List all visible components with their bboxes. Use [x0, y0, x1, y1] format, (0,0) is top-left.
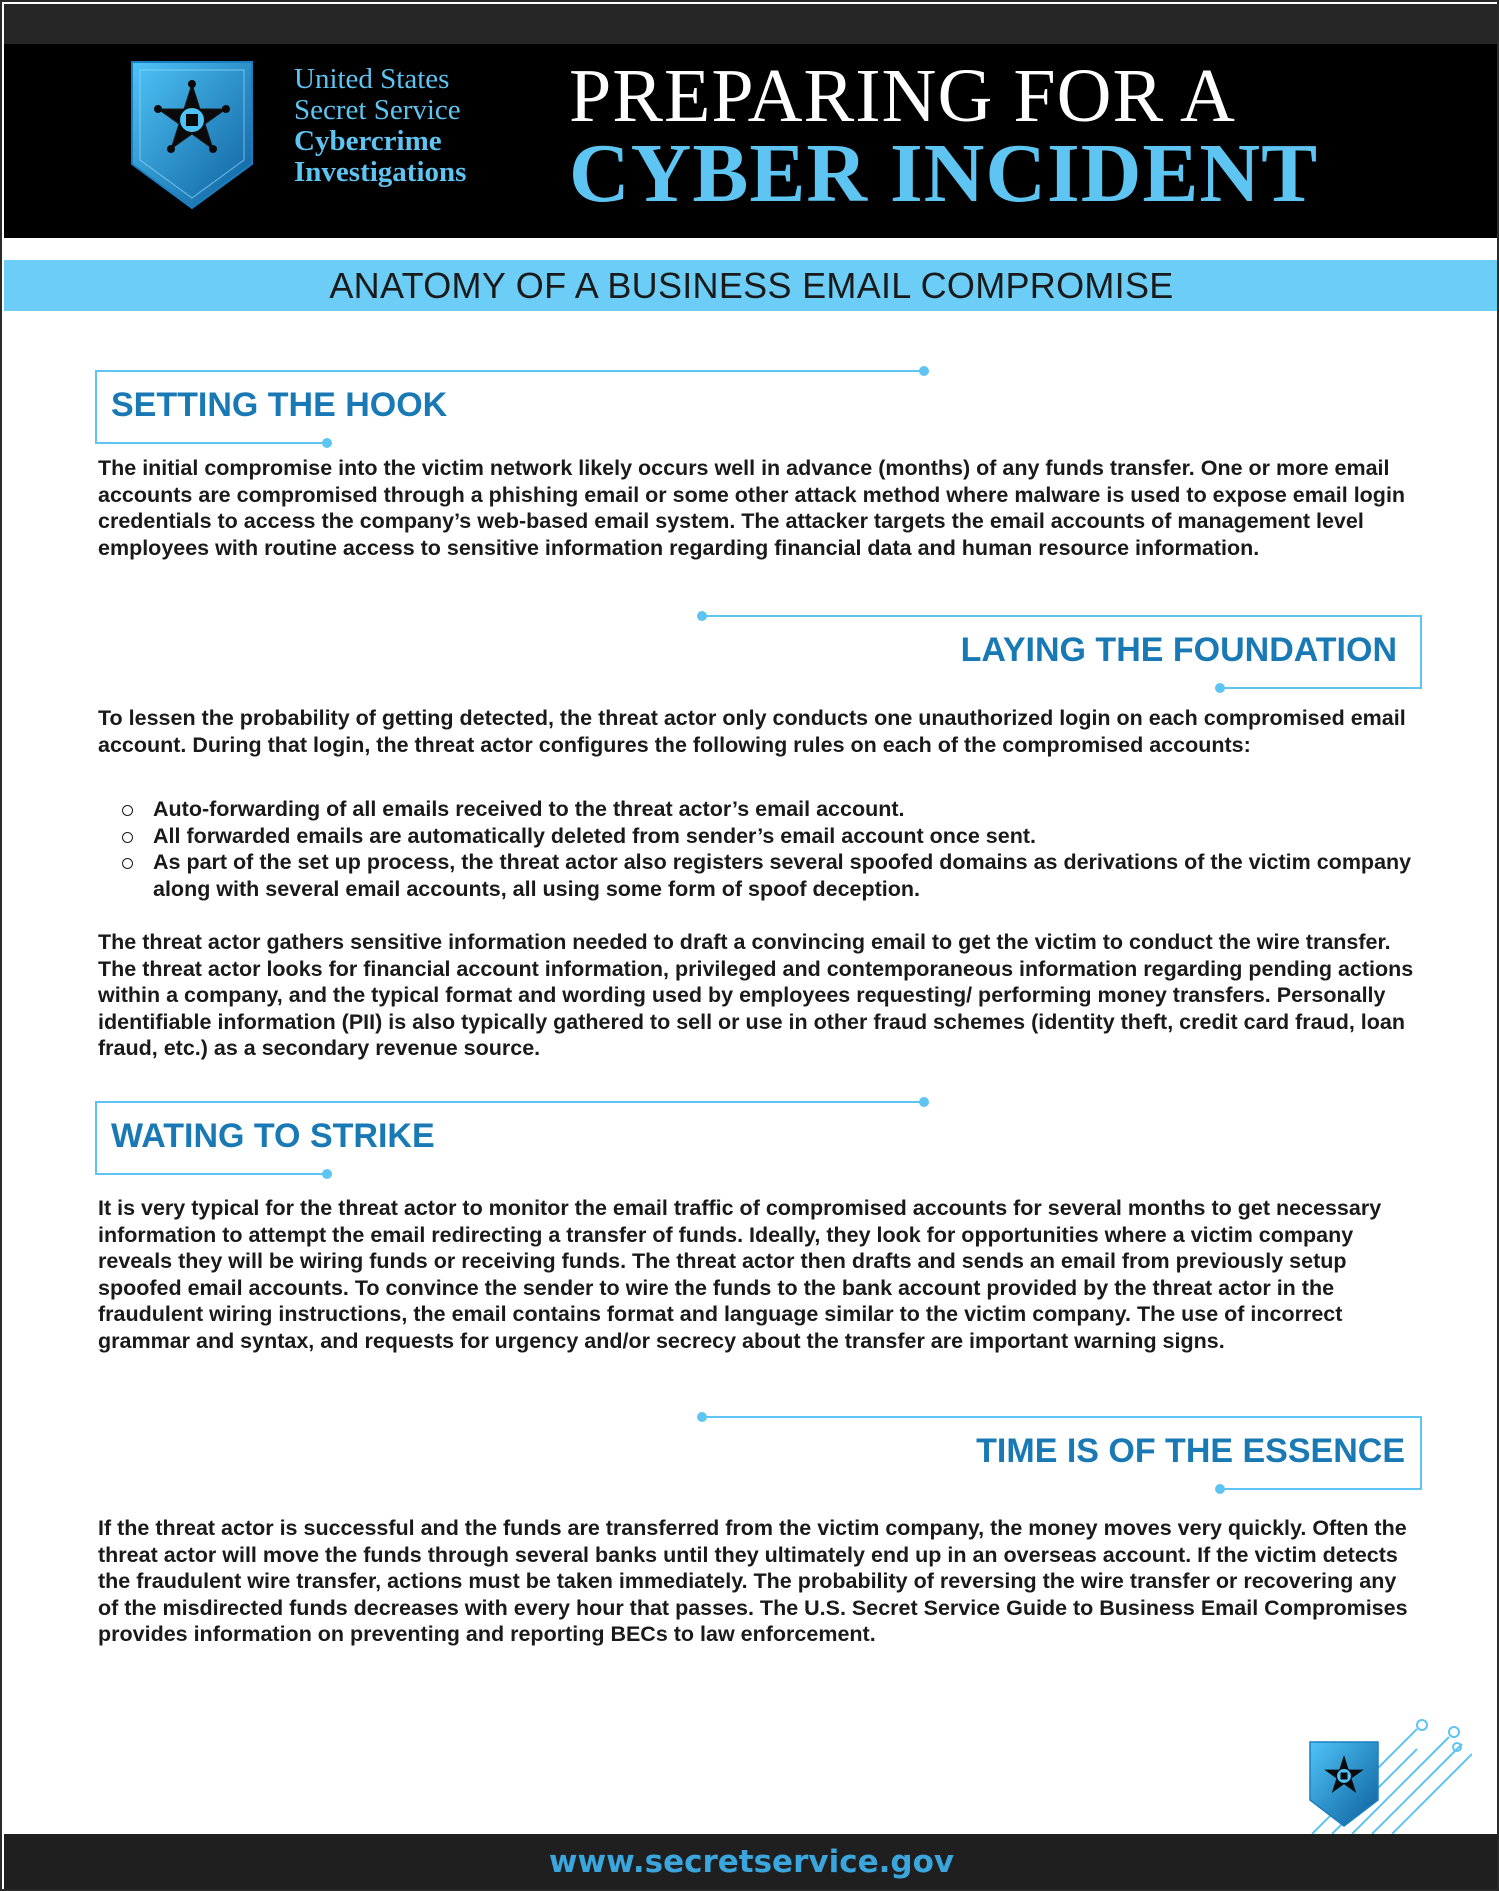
- header: [4, 4, 1499, 238]
- section-4-bottom-dot: [1215, 1484, 1225, 1494]
- agency-line-2: Secret Service: [294, 94, 461, 126]
- section-1-bottom-dot: [322, 438, 332, 448]
- section-4-connector-line: [702, 1416, 1422, 1418]
- agency-name: [294, 64, 534, 188]
- section-1-connector-line: [188, 370, 924, 372]
- agency-line-3: Cybercrime: [294, 125, 442, 157]
- section-3-connector-dot: [919, 1097, 929, 1107]
- section-2-body-2: The threat actor gathers sensitive information needed to draft a convincing email to get the victim to conduct the wire transfer. The threat actor looks for financial account information, privileged and contemporaneous information regarding pending actions within a company, and the typical format and wording used by employees requesting/ performing money transfers. Personally identifiable information (PII) is also typically gathered to sell or use in other fraud schemes (identity theft, credit card fraud, loan fraud, etc.) as a secondary revenue source.: [98, 930, 1414, 1061]
- section-3-bottom-dot: [322, 1169, 332, 1179]
- subtitle-banner: [4, 260, 1499, 311]
- section-4-bottom-line: [1220, 1488, 1422, 1490]
- list-item: As part of the set up process, the threat actor also registers several spoofed domains as derivations of the victim company along with several email accounts, all using some form of spoof deception.: [122, 849, 1422, 902]
- section-3-connector-line: [188, 1101, 924, 1103]
- page-title-line-2: CYBER INCIDENT: [569, 127, 1319, 220]
- list-item: Auto-forwarding of all emails received to the threat actor’s email account.: [122, 796, 1422, 823]
- section-3-bottom-line: [95, 1173, 327, 1175]
- agency-line-4: Investigations: [294, 156, 467, 188]
- subtitle-text: ANATOMY OF A BUSINESS EMAIL COMPROMISE: [329, 265, 1174, 306]
- section-2-body: To lessen the probability of getting detected, the threat actor only conducts one unauthorized login on each compromised email account. During that login, the threat actor configures the following rules on each of the compromised accounts:: [98, 706, 1406, 757]
- section-2-bottom-dot: [1215, 683, 1225, 693]
- agency-line-1: United States: [294, 63, 450, 95]
- footer: [4, 1834, 1499, 1891]
- page-title-line-1: PREPARING FOR A: [569, 54, 1236, 138]
- section-4-heading: TIME IS OF THE ESSENCE: [976, 1432, 1405, 1470]
- section-2-rule-list: [122, 796, 1422, 902]
- website-link[interactable]: www.secretservice.gov: [548, 1844, 955, 1880]
- section-4-body: If the threat actor is successful and the funds are transferred from the victim company, the money moves very quickly. Often the threat actor will move the funds through several banks until they ultimately end up in an overseas account. If the victim detects the fraudulent wire transfer, actions must be taken immediately. The probability of reversing the wire transfer or recovering any of the misdirected funds decreases with every hour that passes. The U.S. Secret Service Guide to Business Email Compromises provides information on preventing and reporting BECs to law enforcement.: [98, 1516, 1408, 1647]
- header-top-strip: [4, 4, 1499, 44]
- section-2-heading: LAYING THE FOUNDATION: [960, 631, 1397, 669]
- section-1-bottom-line: [95, 442, 327, 444]
- section-2-bottom-line: [1220, 687, 1422, 689]
- secret-service-star-badge-icon: [130, 60, 254, 210]
- bullet-circle-icon: [122, 858, 133, 869]
- list-item: All forwarded emails are automatically deleted from sender’s email account once sent.: [122, 823, 1422, 850]
- section-3-heading: WATING TO STRIKE: [111, 1117, 435, 1155]
- section-1-heading: SETTING THE HOOK: [111, 386, 448, 424]
- bullet-circle-icon: [122, 805, 133, 816]
- section-1-connector-dot: [919, 366, 929, 376]
- section-3-body: It is very typical for the threat actor to monitor the email traffic of compromised accounts for several months to get necessary information to attempt the email redirecting a transfer of funds. Ideally, they look for opportunities where a victim company reveals they will be wiring funds or receiving funds. The threat actor then drafts and sends an email from previously setup spoofed email accounts. To convince the sender to wire the funds to the bank account provided by the threat actor in the fraudulent wiring instructions, the email contains format and language similar to the victim company. The use of incorrect grammar and syntax, and requests for urgency and/or secrecy about the transfer are important warning signs.: [98, 1196, 1382, 1353]
- section-2-connector-line: [702, 615, 1422, 617]
- section-1-body: The initial compromise into the victim network likely occurs well in advance (months) of any funds transfer. One or more email accounts are compromised through a phishing email or some other attack method where malware is used to expose email login credentials to access the company’s web-based email system. The attacker targets the email accounts of management level employees with routine access to sensitive information regarding financial data and human resource information.: [98, 456, 1406, 560]
- bullet-circle-icon: [122, 832, 133, 843]
- secret-service-star-badge-small-icon: [1308, 1740, 1380, 1828]
